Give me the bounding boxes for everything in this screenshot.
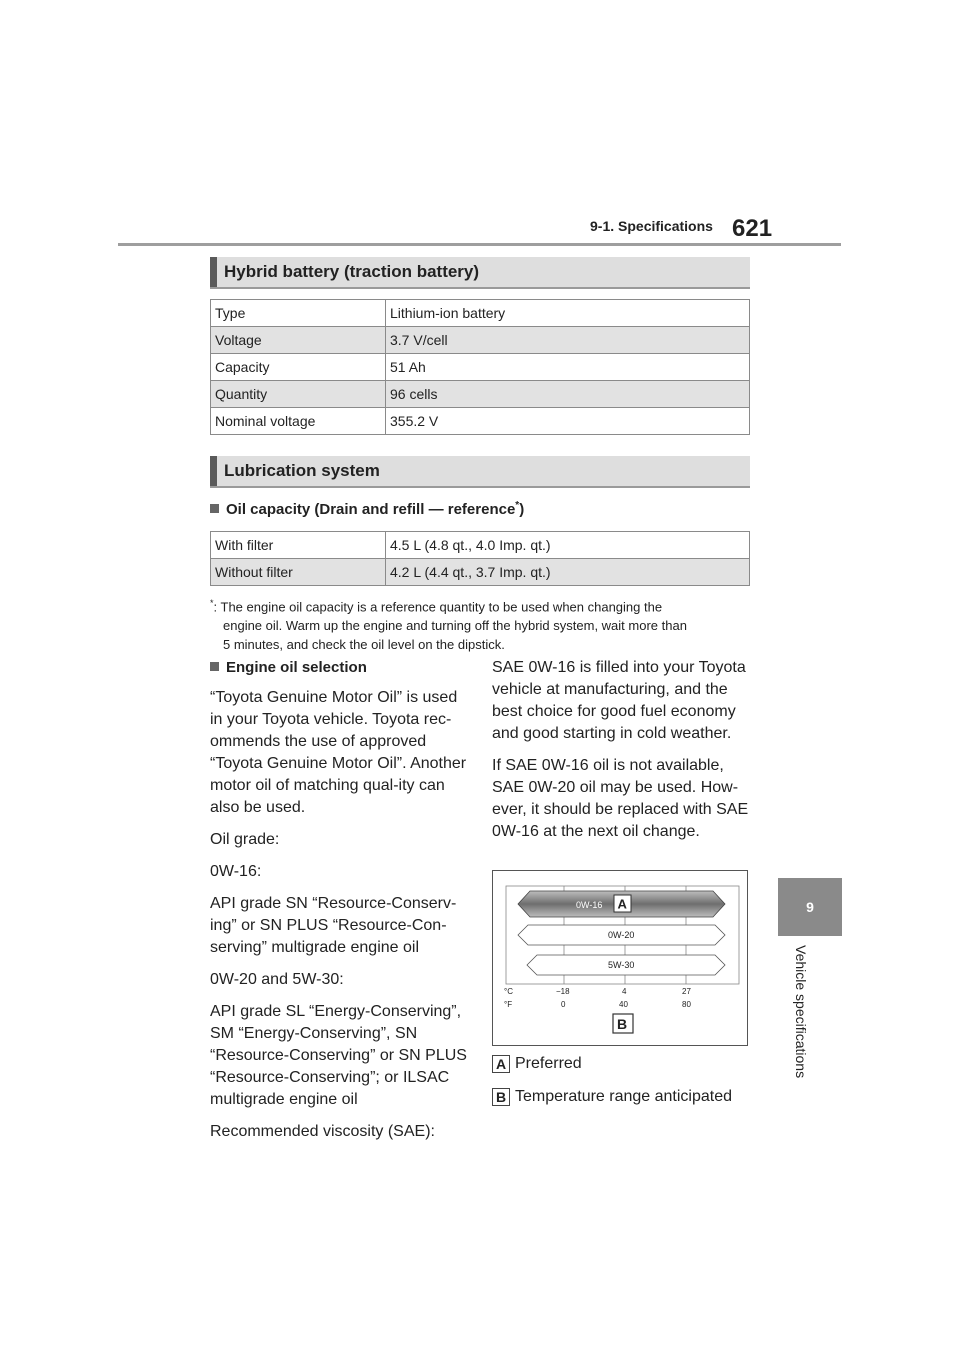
table-row xyxy=(211,559,750,586)
paragraph: “Toyota Genuine Motor Oil” is used in your Toyota vehicle. Toyota rec-ommends the use of approved “Toyota Genuine Motor Oil”. Another motor oil of matching qual-ity can also be used. xyxy=(210,689,467,816)
table-row xyxy=(211,300,750,327)
tick-label: 4 xyxy=(622,987,627,996)
paragraph: SAE 0W-16 is filled into your Toyota vehicle at manufacturing, and the best choice for good fuel economy and good starting in cold weather. xyxy=(492,659,746,742)
spec-key: Quantity xyxy=(211,381,386,408)
table-row xyxy=(211,408,750,435)
engine-oil-right-column xyxy=(492,657,757,853)
fahrenheit-unit: °F xyxy=(504,1000,513,1009)
spec-value: 355.2 V xyxy=(386,408,750,435)
spec-key: Capacity xyxy=(211,354,386,381)
table-row xyxy=(211,327,750,354)
heading-bar xyxy=(210,257,217,287)
square-bullet-icon xyxy=(210,504,219,513)
tick-label: 40 xyxy=(619,1000,628,1009)
celsius-unit: °C xyxy=(504,987,513,996)
spec-key: Nominal voltage xyxy=(211,408,386,435)
table-row xyxy=(211,354,750,381)
legend-key: A xyxy=(492,1055,510,1073)
lubrication-title: Lubrication system xyxy=(224,461,380,480)
square-bullet-icon xyxy=(210,662,219,671)
legend-text: Temperature range anticipated xyxy=(515,1088,733,1105)
oil-capacity-table xyxy=(210,531,750,586)
legend-text: Preferred xyxy=(515,1055,582,1072)
spec-value: 3.7 V/cell xyxy=(386,327,750,354)
grade-label: 0W-16 xyxy=(576,900,603,910)
hybrid-battery-heading xyxy=(210,257,750,289)
table-row xyxy=(211,381,750,408)
tick-label: 80 xyxy=(682,1000,691,1009)
paragraph: API grade SL “Energy-Conserving”, SM “Energy-Conserving”, SN “Resource-Conserving” or SN PLUS “Resource-Conserving”; or ILSAC multigrade engine oil xyxy=(210,1003,467,1108)
engine-oil-left-column xyxy=(210,657,472,1153)
paragraph: Oil grade: xyxy=(210,831,280,848)
footnote: *: The engine oil capacity is a reference quantity to be used when changing the engine oil. Warm up the engine and turning off the hybrid system, wait more than 5 minutes, and check the oil level on the dipstick. xyxy=(210,598,687,653)
spec-value: 51 Ah xyxy=(386,354,750,381)
hybrid-battery-table xyxy=(210,299,750,435)
chapter-label: Vehicle specifications xyxy=(793,945,809,1079)
spec-value: Lithium-ion battery xyxy=(386,300,750,327)
header-rule xyxy=(118,243,841,246)
hybrid-battery-title: Hybrid battery (traction battery) xyxy=(224,262,480,281)
paragraph: API grade SN “Resource-Conserv-ing” or SN PLUS “Resource-Con-serving” multigrade engine oil xyxy=(210,895,457,956)
paragraph: 0W-16: xyxy=(210,863,262,880)
svg-text:B: B xyxy=(617,1016,628,1032)
tick-label: 0 xyxy=(561,1000,566,1009)
engine-oil-heading: Engine oil selection xyxy=(210,657,472,679)
viscosity-diagram xyxy=(492,870,748,1046)
heading-bar xyxy=(210,456,217,486)
spec-key: With filter xyxy=(211,532,386,559)
spec-key: Type xyxy=(211,300,386,327)
tick-label: −18 xyxy=(556,987,570,996)
spec-value: 96 cells xyxy=(386,381,750,408)
svg-text:A: A xyxy=(617,896,627,912)
lubrication-heading xyxy=(210,456,750,488)
page-number: 621 xyxy=(732,215,773,242)
oil-capacity-heading: Oil capacity (Drain and refill — reference*) xyxy=(210,500,524,518)
spec-key: Without filter xyxy=(211,559,386,586)
grade-label: 0W-20 xyxy=(608,930,635,940)
section-title: 9-1. Specifications xyxy=(590,218,713,234)
spec-value: 4.2 L (4.4 qt., 3.7 Imp. qt.) xyxy=(386,559,750,586)
tick-label: 27 xyxy=(682,987,691,996)
spec-value: 4.5 L (4.8 qt., 4.0 Imp. qt.) xyxy=(386,532,750,559)
paragraph: 0W-20 and 5W-30: xyxy=(210,971,344,988)
legend-key: B xyxy=(492,1088,510,1106)
spec-key: Voltage xyxy=(211,327,386,354)
paragraph: Recommended viscosity (SAE): xyxy=(210,1123,435,1140)
legend-item xyxy=(492,1088,732,1106)
chapter-tab[interactable]: 9 xyxy=(778,878,842,936)
grade-label: 5W-30 xyxy=(608,960,635,970)
paragraph: If SAE 0W-16 oil is not available, SAE 0W-20 oil may be used. How-ever, it should be replaced with SAE 0W-16 at the next oil change. xyxy=(492,757,749,840)
legend-item xyxy=(492,1055,582,1073)
table-row xyxy=(211,532,750,559)
